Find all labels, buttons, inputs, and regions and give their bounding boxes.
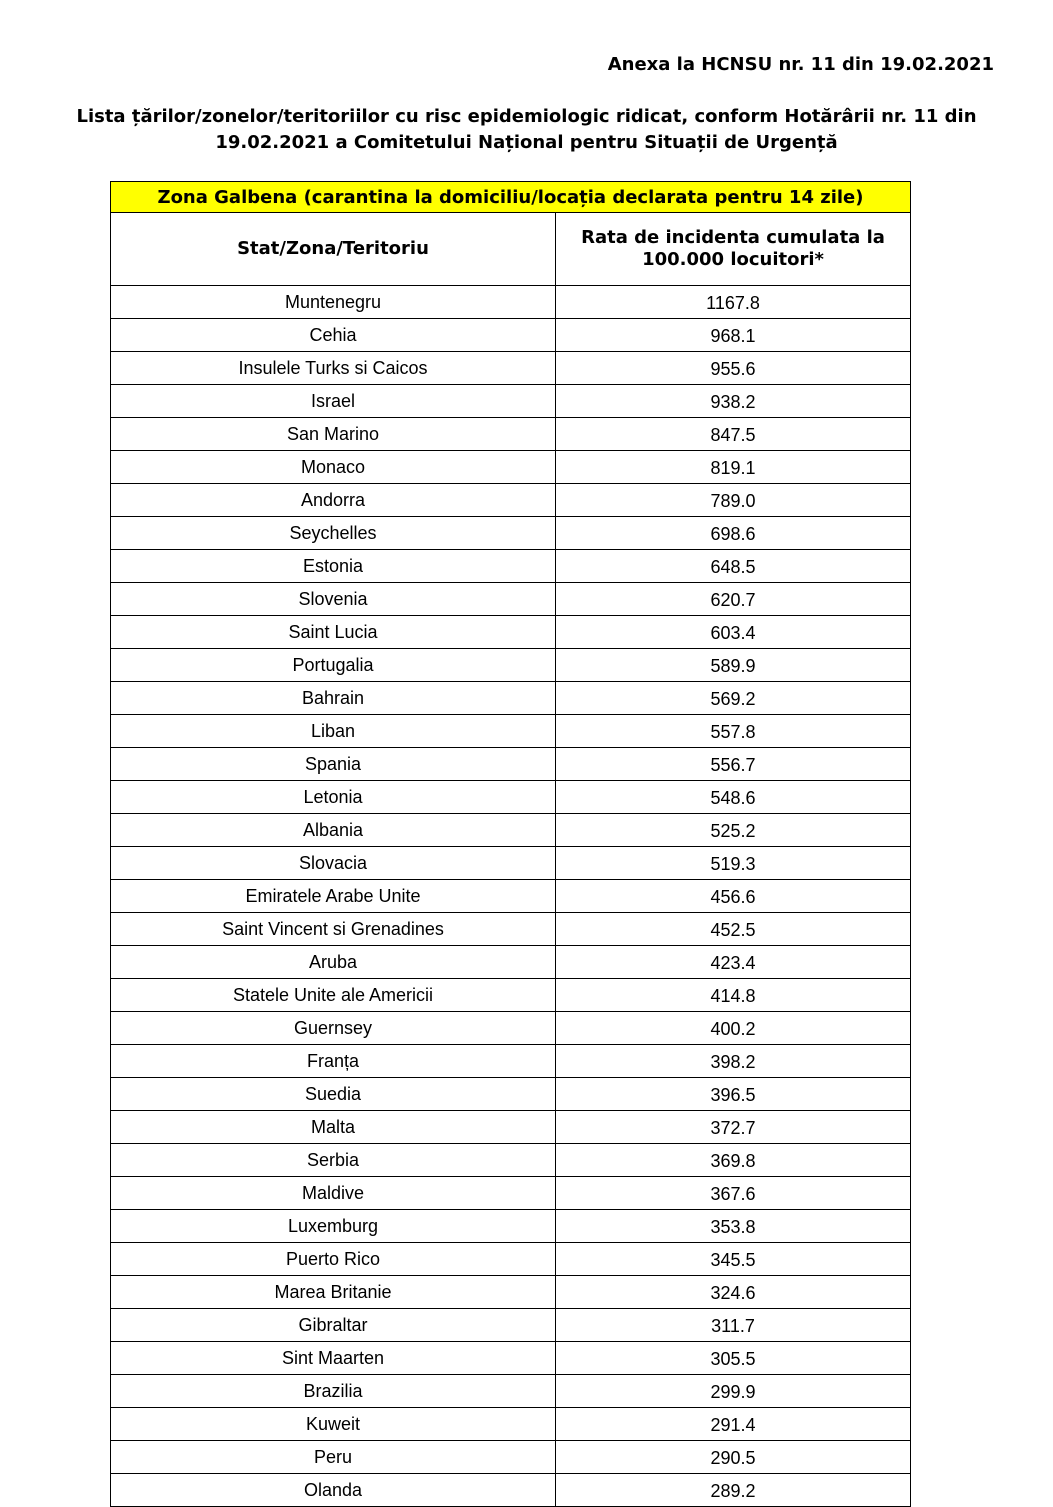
- table-row: [111, 1243, 911, 1276]
- country-cell: Aruba: [111, 946, 556, 979]
- table-row: [111, 1342, 911, 1375]
- rate-cell: 847.5: [556, 418, 911, 451]
- table-row: [111, 1441, 911, 1474]
- rate-cell: 620.7: [556, 583, 911, 616]
- table-row: [111, 616, 911, 649]
- table-row: [111, 781, 911, 814]
- country-cell: Slovenia: [111, 583, 556, 616]
- country-cell: Israel: [111, 385, 556, 418]
- country-cell: Saint Vincent si Grenadines: [111, 913, 556, 946]
- country-cell: Sint Maarten: [111, 1342, 556, 1375]
- country-cell: Serbia: [111, 1144, 556, 1177]
- table-row: [111, 1309, 911, 1342]
- rate-cell: 311.7: [556, 1309, 911, 1342]
- rate-cell: 648.5: [556, 550, 911, 583]
- country-cell: San Marino: [111, 418, 556, 451]
- table-row: [111, 715, 911, 748]
- country-cell: Gibraltar: [111, 1309, 556, 1342]
- country-cell: Malta: [111, 1111, 556, 1144]
- rate-cell: 456.6: [556, 880, 911, 913]
- rate-cell: 557.8: [556, 715, 911, 748]
- country-cell: Maldive: [111, 1177, 556, 1210]
- table-row: [111, 847, 911, 880]
- table-row: [111, 418, 911, 451]
- country-cell: Suedia: [111, 1078, 556, 1111]
- table-row: [111, 1408, 911, 1441]
- table-row: [111, 748, 911, 781]
- rate-cell: 938.2: [556, 385, 911, 418]
- rate-cell: 525.2: [556, 814, 911, 847]
- column-header-rate-line2: 100.000 locuitori*: [642, 249, 824, 270]
- column-header-rate-line1: Rata de incidenta cumulata la: [581, 227, 885, 248]
- rate-cell: 396.5: [556, 1078, 911, 1111]
- country-cell: Seychelles: [111, 517, 556, 550]
- table-row: [111, 1012, 911, 1045]
- rate-cell: 556.7: [556, 748, 911, 781]
- country-cell: Olanda: [111, 1474, 556, 1507]
- document-title-line1: Lista țărilor/zonelor/teritoriilor cu risc epidemiologic ridicat, conform Hotărârii nr. 11 din: [76, 106, 977, 127]
- column-header-rate: [556, 213, 911, 286]
- table-row: [111, 451, 911, 484]
- country-cell: Luxemburg: [111, 1210, 556, 1243]
- country-cell: Muntenegru: [111, 286, 556, 319]
- rate-cell: 290.5: [556, 1441, 911, 1474]
- rate-cell: 324.6: [556, 1276, 911, 1309]
- rate-cell: 299.9: [556, 1375, 911, 1408]
- table-row: [111, 352, 911, 385]
- table-row: [111, 385, 911, 418]
- table-row: [111, 814, 911, 847]
- table-row: [111, 913, 911, 946]
- rate-cell: 569.2: [556, 682, 911, 715]
- document-title: [20, 104, 1033, 156]
- country-cell: Spania: [111, 748, 556, 781]
- rate-cell: 519.3: [556, 847, 911, 880]
- country-cell: Monaco: [111, 451, 556, 484]
- rate-cell: 414.8: [556, 979, 911, 1012]
- column-header-country: Stat/Zona/Teritoriu: [111, 213, 556, 286]
- zone-header: Zona Galbena (carantina la domiciliu/locația declarata pentru 14 zile): [111, 182, 911, 213]
- rate-cell: 367.6: [556, 1177, 911, 1210]
- table-row: [111, 880, 911, 913]
- country-cell: Cehia: [111, 319, 556, 352]
- table-row: [111, 979, 911, 1012]
- table-row: [111, 1111, 911, 1144]
- table-row: [111, 319, 911, 352]
- rate-cell: 289.2: [556, 1474, 911, 1507]
- table-row: [111, 1045, 911, 1078]
- column-header-row: [111, 213, 911, 286]
- rate-cell: 423.4: [556, 946, 911, 979]
- table-row: [111, 517, 911, 550]
- document-title-line2: 19.02.2021 a Comitetului Național pentru Situații de Urgență: [215, 132, 838, 153]
- country-cell: Portugalia: [111, 649, 556, 682]
- table-row: [111, 682, 911, 715]
- zone-header-row: [111, 182, 911, 213]
- country-cell: Andorra: [111, 484, 556, 517]
- country-cell: Letonia: [111, 781, 556, 814]
- rate-cell: 1167.8: [556, 286, 911, 319]
- table-row: [111, 550, 911, 583]
- country-cell: Albania: [111, 814, 556, 847]
- country-cell: Emiratele Arabe Unite: [111, 880, 556, 913]
- annex-reference: Anexa la HCNSU nr. 11 din 19.02.2021: [607, 54, 994, 75]
- rate-cell: 589.9: [556, 649, 911, 682]
- rate-cell: 353.8: [556, 1210, 911, 1243]
- table-row: [111, 1078, 911, 1111]
- country-cell: Franța: [111, 1045, 556, 1078]
- country-cell: Puerto Rico: [111, 1243, 556, 1276]
- rate-cell: 548.6: [556, 781, 911, 814]
- table-row: [111, 649, 911, 682]
- table-row: [111, 1144, 911, 1177]
- rate-cell: 369.8: [556, 1144, 911, 1177]
- country-cell: Insulele Turks si Caicos: [111, 352, 556, 385]
- table-body: [111, 286, 911, 1507]
- country-cell: Estonia: [111, 550, 556, 583]
- country-cell: Saint Lucia: [111, 616, 556, 649]
- yellow-zone-table: [110, 181, 911, 1507]
- country-cell: Marea Britanie: [111, 1276, 556, 1309]
- rate-cell: 698.6: [556, 517, 911, 550]
- country-cell: Brazilia: [111, 1375, 556, 1408]
- table-row: [111, 1210, 911, 1243]
- country-cell: Guernsey: [111, 1012, 556, 1045]
- rate-cell: 452.5: [556, 913, 911, 946]
- rate-cell: 400.2: [556, 1012, 911, 1045]
- table-row: [111, 1375, 911, 1408]
- table-row: [111, 1276, 911, 1309]
- table-row: [111, 1474, 911, 1507]
- rate-cell: 603.4: [556, 616, 911, 649]
- country-cell: Peru: [111, 1441, 556, 1474]
- rate-cell: 398.2: [556, 1045, 911, 1078]
- country-cell: Slovacia: [111, 847, 556, 880]
- rate-cell: 345.5: [556, 1243, 911, 1276]
- rate-cell: 955.6: [556, 352, 911, 385]
- country-cell: Bahrain: [111, 682, 556, 715]
- rate-cell: 789.0: [556, 484, 911, 517]
- country-cell: Liban: [111, 715, 556, 748]
- country-cell: Statele Unite ale Americii: [111, 979, 556, 1012]
- rate-cell: 372.7: [556, 1111, 911, 1144]
- rate-cell: 968.1: [556, 319, 911, 352]
- table-row: [111, 286, 911, 319]
- rate-cell: 291.4: [556, 1408, 911, 1441]
- table-row: [111, 1177, 911, 1210]
- table-row: [111, 484, 911, 517]
- table-row: [111, 946, 911, 979]
- rate-cell: 305.5: [556, 1342, 911, 1375]
- table-row: [111, 583, 911, 616]
- rate-cell: 819.1: [556, 451, 911, 484]
- country-cell: Kuweit: [111, 1408, 556, 1441]
